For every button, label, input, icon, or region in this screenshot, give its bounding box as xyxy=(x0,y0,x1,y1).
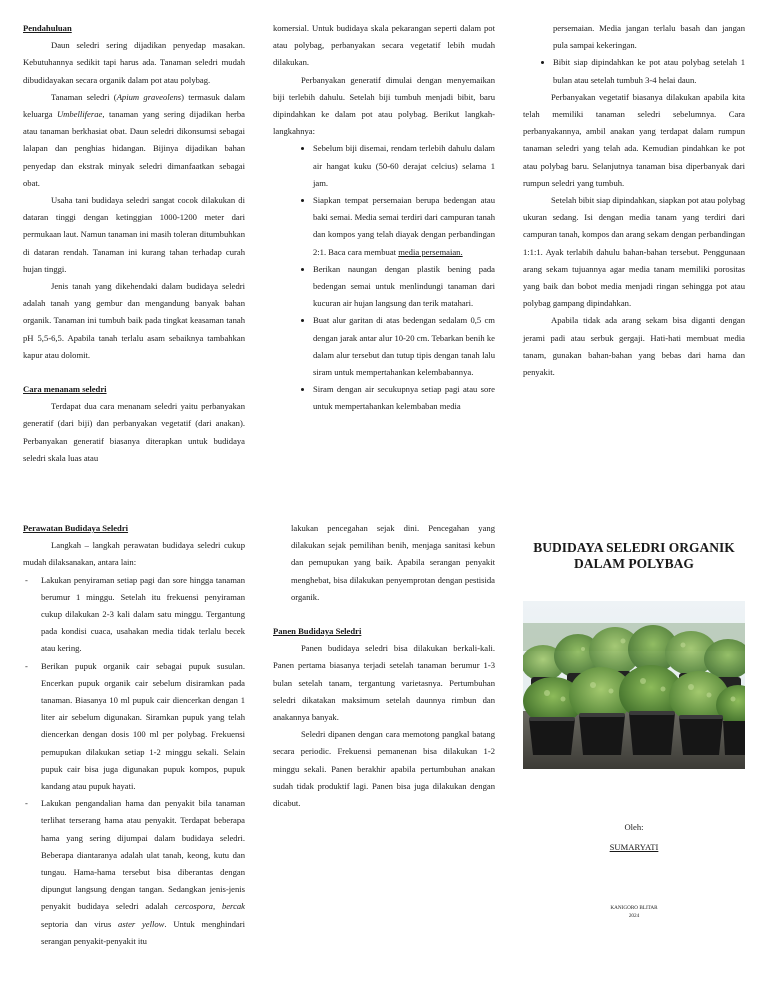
heading-panen: Panen Budidaya Seledri xyxy=(273,626,362,637)
panel-top-left xyxy=(23,20,245,467)
panel-bottom-middle xyxy=(273,520,495,812)
cover-title xyxy=(520,540,748,572)
panel-top-right xyxy=(523,20,745,381)
list-item: • Buat alur garitan di atas bedengan sedalam 0,5 cm dengan jarak antar alur 10-20 cm. Tebarkan benih ke dalam alur tersebut dan tutup tipis dengan tanah lalu siram untuk mempertahankan kelembabannya. xyxy=(313,312,495,381)
paragraph: Perbanyakan generatif dimulai dengan menyemaikan biji terlebih dahulu. Setelah biji tumbuh menjadi bibit, baru dipindahkan ke dalam pot atau polybag. Berikut langkah-langkahnya: xyxy=(273,74,495,137)
list-item: • Bibit siap dipindahkan ke pot atau polybag setelah 1 bulan atau setelah tumbuh 3-4 helai daun. xyxy=(553,54,745,88)
paragraph: komersial. Untuk budidaya skala pekarangan seperti dalam pot atau polybag, perbanyakan secara vegetatif lebih mudah dilakukan. xyxy=(273,23,495,68)
cover-title-line1: BUDIDAYA SELEDRI ORGANIK xyxy=(533,540,735,555)
paragraph: Tanaman seledri (Apium graveolens) termasuk dalam keluarga Umbelliferae, tanaman yang sering dijadikan herba atau tanaman berkhasiat obat. Daun seledri dikonsumsi sebagai lalapan dan penghias hidangan. Bijinya dijadikan bahan penyedap dan ekstrak minyak seledri dimanfaatkan sebagai obat. xyxy=(23,91,246,188)
list-item: • Sebelum biji disemai, rendam terlebih dahulu dalam air hangat kuku (50-60 derajat celcius) selama 1 jam. xyxy=(313,140,495,192)
list-item: • Siram dengan air secukupnya setiap pagi atau sore untuk mempertahankan kelembaban media xyxy=(313,381,495,415)
paragraph: Panen budidaya seledri bisa dilakukan berkali-kali. Panen pertama biasanya terjadi setelah tanaman berumur 1-3 bulan setelah tanam, tergantung varietasnya. Pertumbuhan seledri dikatakan maksimum setelah daunnya rimbun dan anakannya banyak. xyxy=(273,643,495,723)
care-steps-list xyxy=(23,572,245,950)
list-item: - Lakukan penyiraman setiap pagi dan sore hingga tanaman berumur 1 minggu. Setelah itu frekuensi penyiraman cukup dilakukan 2-3 kali dalam satu minggu. Tergantung pada kondisi cuaca, usahakan media tidak terlalu becek atau kering. xyxy=(41,572,245,658)
oleh-label: Oleh: xyxy=(624,822,644,832)
year-label: 2024 xyxy=(628,913,640,919)
panel-bottom-left xyxy=(23,520,245,950)
heading-perawatan: Perawatan Budidaya Seledri xyxy=(23,523,129,533)
author-name: SUMARYATI xyxy=(609,842,659,852)
list-item: • Siapkan tempat persemaian berupa bedengan atau baki semai. Media semai terdiri dari campuran tanah dan kompos yang telah diayak dengan perbandingan 2:1. Baca cara membuat media persemaian. xyxy=(313,192,495,261)
paragraph: Jenis tanah yang dikehendaki dalam budidaya seledri adalah tanah yang gembur dan mengandung banyak bahan organik. Tanaman ini tumbuh baik pada tingkat keasaman tanah pH 5,5-6,5. Apabila tanah terlalu asam sebaiknya tambahkan kapur atau dolomit. xyxy=(23,281,245,360)
heading-pendahuluan: Pendahuluan xyxy=(23,23,72,33)
paragraph: Setelah bibit siap dipindahkan, siapkan pot atau polybag ukuran sedang. Isi dengan media tanam yang terdiri dari campuran tanah, kompos dan arang sekam dengan perbandingan 1:1:1. Ayak terlabih dahulu bahan-bahan tersebut. Penggunaan arang sekam tujuannya agar media tanam memiliki porositas yang baik dan bobot media menjadi ringan sehingga pot atau polybag gampang dipindahkan. xyxy=(523,195,745,309)
paragraph: Usaha tani budidaya seledri sangat cocok dilakukan di dataran tinggi dengan ketinggian 1000-1200 meter dari permukaan laut. Namun tanaman ini masih toleran ditumbuhkan di dataran rendah. Tanaman ini kurang tahan terhadap curah hujan tinggi. xyxy=(23,195,245,274)
list-item: • Berikan naungan dengan plastik bening pada bedengan semai untuk menlindungi tanaman dari kucuran air hujan langsung dan terik matahari. xyxy=(313,261,495,313)
generative-steps-list xyxy=(273,140,495,415)
heading-cara-menanam: Cara menanam seledri xyxy=(23,384,107,395)
place-label: KANIGORO BLITAR xyxy=(610,905,658,911)
paragraph: Apabila tidak ada arang sekam bisa diganti dengan jerami padi atau serbuk gergaji. Hati-hati membuat media tanam, gunakan bahan-bahan yang bebas dari hama dan penyakit. xyxy=(523,315,745,378)
paragraph: Terdapat dua cara menanam seledri yaitu perbanyakan generatif (dari biji) dan perbanyakan vegetatif (dari anakan). Perbanyakan generatif biasanya diterapkan untuk budidaya seledri skala luas atau xyxy=(23,401,245,463)
paragraph: Perbanyakan vegetatif biasanya dilakukan apabila kita telah memiliki tanaman seledri sebelumnya. Cara perbanyakannya, ambil anakan yang terdapat dalam rumpun tanaman seledri yang telah ada. Kemudian pindahkan ke pot atau polybag baru. Selanjutnya tanaman bisa diperbanyak dari rumpun seledri yang tumbuh. xyxy=(523,91,745,188)
list-item: - Lakukan pengandalian hama dan penyakit bila tanaman terlihat terserang hama atau penyakit. Terdapat beberapa hama yang sering dijumpai dalam budidaya seledri. Beberapa diantaranya adalah ulat tanah, keong, kutu dan tungau. Hama-hama tersebut bisa diberantas dengan dipungut langsung dengan tangan. Sedangkan jenis-jenis penyakit budidaya seledri adalah cercospora, bercak septoria dan virus aster yellow. Untuk menghindari serangan penyakit-penyakit itu xyxy=(41,795,245,950)
paragraph: Daun seledri sering dijadikan penyedap masakan. Kebutuhannya sedikit tapi harus ada. Tanaman seledri mudah dibudidayakan secara organik dalam pot atau polybag. xyxy=(23,40,245,85)
paragraph: persemaian. Media jangan terlalu basah dan jangan pula sampai kekeringan. xyxy=(553,23,745,51)
generative-steps-list-cont xyxy=(523,54,745,88)
cover-title-line2: DALAM POLYBAG xyxy=(574,556,694,571)
list-item: - Berikan pupuk organik cair sebagai pupuk susulan. Encerkan pupuk organik cair sebelum disiramkan pada tanaman. Biasanya 10 ml pupuk cair diencerkan dengan 1 liter air sebelum digunakan. Siramkan pupuk yang telah diencerkan dengan dosis 100 ml per polybag. Frekuensi pemupukan dilakukan setiap 1-2 minggu sekali. Selain pupuk cair bisa juga digunakan pupuk kompos, pupuk kandang atau pupuk hayati. xyxy=(41,658,245,796)
celery-photo-illustration xyxy=(523,601,745,769)
panel-top-middle xyxy=(273,20,495,416)
paragraph: Langkah – langkah perawatan budidaya seledri cukup mudah dilaksanakan, antara lain: xyxy=(23,540,245,568)
celery-polybag-photo xyxy=(523,601,745,769)
paragraph: Seledri dipanen dengan cara memotong pangkal batang secara periodic. Frekuensi pemanenan bisa dilakukan 1-2 minggu sekali. Panen berakhir apabila pertumbuhan anakan sudah tidak produktif lagi. Panen bisa juga dilakukan dengan dicabut. xyxy=(273,729,495,809)
link-media-persemaian[interactable]: media persemaian. xyxy=(398,246,463,257)
paragraph: lakukan pencegahan sejak dini. Pencegahan yang dilakukan sejak pemilihan benih, menjaga sanitasi kebun dan pemupukan yang baik. Apabila serangan penyakit menghebat, bisa dilakukan penyemprotan dengan pestisida organik. xyxy=(291,523,495,602)
